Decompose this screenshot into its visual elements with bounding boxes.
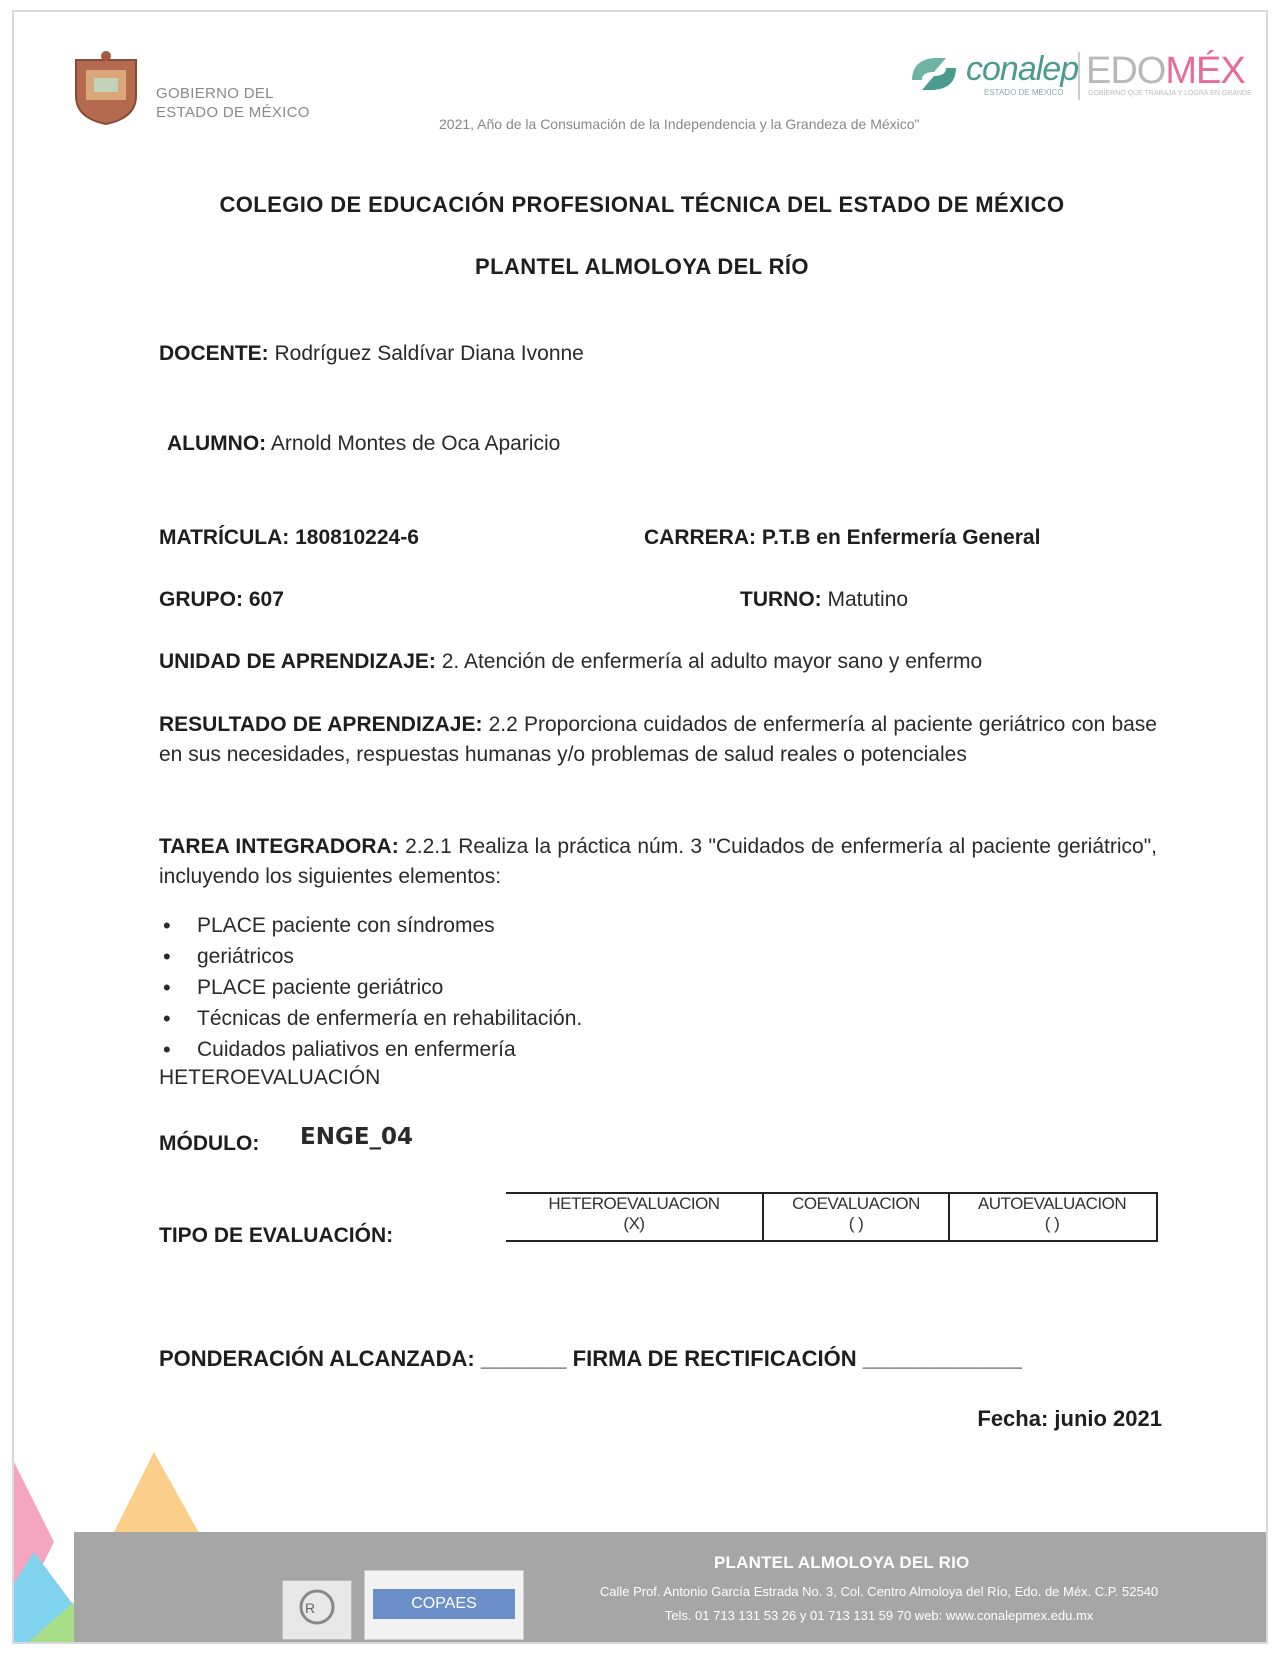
resultado-value: 2.2 Proporciona cuidados de enfermería al paciente geriátrico con base en sus necesidades, respuestas humanas y/o problemas de salud reales o potenciales <box>159 713 1157 766</box>
list-item: • PLACE paciente con síndromes <box>159 910 582 941</box>
cell-mark: (X) <box>623 1214 645 1233</box>
footer-title: PLANTEL ALMOLOYA DEL RIO <box>714 1553 970 1572</box>
grupo-label: GRUPO: <box>159 588 243 611</box>
college-title: COLEGIO DE EDUCACIÓN PROFESIONAL TÉCNICA DEL ESTADO DE MÉXICO <box>219 192 1065 217</box>
carrera-label: CARRERA: <box>644 526 756 549</box>
modulo-label: MÓDULO: <box>159 1132 260 1155</box>
heteroevaluacion-note: HETEROEVALUACIÓN <box>159 1066 381 1089</box>
cell-mark: ( ) <box>848 1214 864 1233</box>
tarea-value: 2.2.1 Realiza la práctica núm. 3 "Cuidados de enfermería al paciente geriátrico", incluyendo los siguientes elementos: <box>159 835 1157 888</box>
year-legend: 2021, Año de la Consumación de la Independencia y la Grandeza de México" <box>439 116 920 132</box>
tarea-label: TAREA INTEGRADORA: <box>159 835 399 858</box>
unidad-value: 2. Atención de enfermería al adulto mayor sano y enfermo <box>435 650 983 673</box>
conalep-subtitle: ESTADO DE MÉXICO <box>984 88 1064 97</box>
evaluation-type-table <box>506 1192 1158 1242</box>
carrera-value: P.T.B en Enfermería General <box>756 526 1041 549</box>
unidad-field <box>159 650 982 674</box>
campus-title: PLANTEL ALMOLOYA DEL RÍO <box>475 254 809 279</box>
cell-label: COEVALUACION <box>792 1194 920 1213</box>
edomex-wordmark <box>1086 50 1245 93</box>
gov-line-2: ESTADO DE MÉXICO <box>156 104 310 121</box>
government-label <box>156 84 310 122</box>
modulo-value: ENGE_04 <box>300 1124 414 1150</box>
matricula-label: MATRÍCULA: <box>159 526 290 549</box>
unidad-label: UNIDAD DE APRENDIZAJE: <box>159 650 436 673</box>
document-date: Fecha: junio 2021 <box>977 1406 1162 1431</box>
turno-label: TURNO: <box>740 588 822 611</box>
tarea-block <box>159 832 1157 892</box>
ponderacion-blank: _______ <box>480 1346 567 1371</box>
ponderacion-label: PONDERACIÓN ALCANZADA: <box>159 1346 475 1371</box>
carrera-field <box>644 526 1040 550</box>
alumno-label: ALUMNO: <box>167 432 267 455</box>
docente-label: DOCENTE: <box>159 342 269 365</box>
list-item: • Cuidados paliativos en enfermería <box>159 1034 582 1065</box>
svg-text:R: R <box>305 1600 316 1616</box>
certification-icon <box>283 1581 351 1639</box>
conalep-wordmark: conalep <box>966 50 1079 88</box>
certification-logo <box>282 1580 352 1640</box>
resultado-block <box>159 710 1157 770</box>
cell-label: AUTOEVALUACION <box>977 1194 1127 1213</box>
cell-label: HETEROEVALUACION <box>548 1194 720 1213</box>
docente-field <box>159 342 584 366</box>
logo-divider <box>1078 52 1080 100</box>
edomex-part-b: MÉX <box>1165 50 1245 92</box>
conalep-symbol-icon <box>906 50 962 98</box>
cell-mark: ( ) <box>1044 1214 1060 1233</box>
elements-list <box>159 910 582 1065</box>
list-item: • Técnicas de enfermería en rehabilitación. <box>159 1003 582 1034</box>
autoevaluacion-cell[interactable] <box>948 1194 1154 1240</box>
footer-address: Calle Prof. Antonio García Estrada No. 3, Col. Centro Almoloya del Río, Edo. de Méx. C.P. 52540 <box>599 1584 1159 1599</box>
firma-blank: _____________ <box>862 1346 1022 1371</box>
gov-line-1: GOBIERNO DEL <box>156 85 274 102</box>
matricula-field <box>159 526 419 550</box>
edomex-part-a: EDO <box>1086 50 1166 92</box>
copaes-logo <box>364 1570 524 1640</box>
grupo-value: 607 <box>243 588 284 611</box>
coevaluacion-cell[interactable] <box>762 1194 948 1240</box>
list-item: • PLACE paciente geriátrico <box>159 972 582 1003</box>
tipo-evaluacion-label <box>159 1224 393 1248</box>
tipo-label: TIPO DE EVALUACIÓN: <box>159 1224 394 1247</box>
ponderacion-line <box>159 1346 1022 1372</box>
docente-value: Rodríguez Saldívar Diana Ivonne <box>268 342 584 365</box>
turno-field <box>740 588 908 612</box>
grupo-field <box>159 588 284 612</box>
list-item: • geriátricos <box>159 941 582 972</box>
resultado-label: RESULTADO DE APRENDIZAJE: <box>159 713 483 736</box>
alumno-value: Arnold Montes de Oca Aparicio <box>266 432 561 455</box>
copaes-label: COPAES <box>373 1589 515 1619</box>
heteroevaluacion-cell[interactable] <box>506 1194 762 1240</box>
firma-label: FIRMA DE RECTIFICACIÓN <box>572 1346 857 1371</box>
edomex-subtitle: GOBIERNO QUE TRABAJA Y LOGRA EN GRANDE <box>1088 90 1252 97</box>
matricula-value: 180810224-6 <box>289 526 419 549</box>
alumno-field <box>167 432 560 456</box>
turno-value: Matutino <box>821 588 909 611</box>
modulo-field <box>159 1132 259 1156</box>
state-seal-logo <box>72 50 140 126</box>
footer-phones: Tels. 01 713 131 53 26 y 01 713 131 59 70 web: www.conalepmex.edu.mx <box>664 1608 1094 1623</box>
document-page <box>12 10 1268 1644</box>
